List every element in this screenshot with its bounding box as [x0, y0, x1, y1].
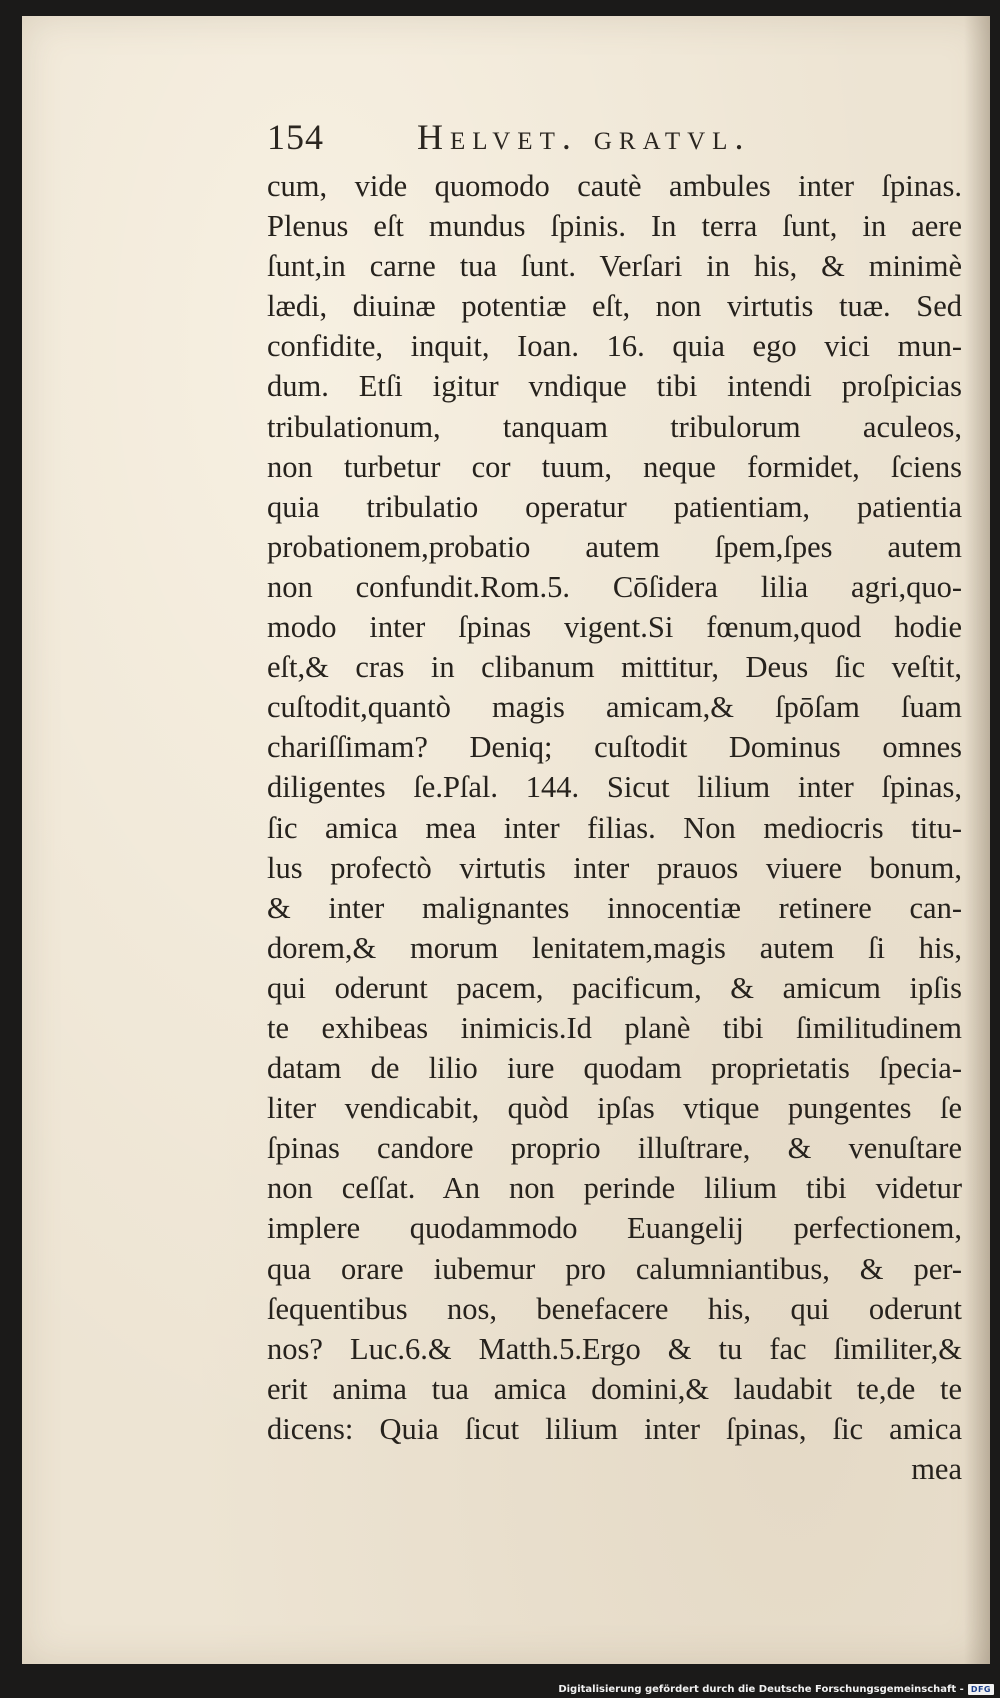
text-line: lædi, diuinæ potentiæ eſt, non virtutis tuæ. Sed [267, 289, 962, 324]
text-line: modo inter ſpinas vigent.Si fœnum,quod hodie [267, 610, 962, 645]
text-line: ſpinas candore proprio illuſtrare, & venuſtare [267, 1131, 962, 1166]
page-number: 154 [267, 117, 324, 157]
text-line: qui oderunt pacem, pacificum, & amicum ipſis [267, 970, 962, 1005]
body-text [267, 166, 962, 1489]
text-line: qua orare iubemur pro calumniantibus, & per- [267, 1251, 962, 1286]
text-line: & inter malignantes innocentiæ retinere can- [267, 890, 962, 925]
text-line: te exhibeas inimicis.Id planè tibi ſimilitudinem [267, 1010, 962, 1045]
text-line: dum. Etſi igitur vndique tibi intendi proſpicias [267, 369, 962, 404]
text-line: non turbetur cor tuum, neque formidet, ſciens [267, 449, 962, 484]
text-line: dicens: Quia ſicut lilium inter ſpinas, ſic amica [267, 1411, 962, 1446]
text-line: quia tribulatio operatur patientiam, patientia [267, 489, 962, 524]
text-line: eſt,& cras in clibanum mittitur, Deus ſic veſtit, [267, 650, 962, 685]
text-line: non ceſſat. An non perinde lilium tibi videtur [267, 1171, 962, 1206]
book-page [22, 16, 990, 1664]
text-line: ſunt,in carne tua ſunt. Verſari in his, & minimè [267, 249, 962, 284]
text-line: implere quodammodo Euangelij perfectionem, [267, 1211, 962, 1246]
dfg-logo: DFG [968, 1684, 994, 1695]
text-line: datam de lilio iure quodam proprietatis ſpecia- [267, 1051, 962, 1086]
digitization-credit [558, 1684, 994, 1695]
page-edge-shadow [964, 16, 990, 1664]
text-line: confidite, inquit, Ioan. 16. quia ego vici mun- [267, 329, 962, 364]
text-line: cuſtodit,quantò magis amicam,& ſpōſam ſuam [267, 690, 962, 725]
text-line: nos? Luc.6.& Matth.5.Ergo & tu fac ſimiliter,& [267, 1331, 962, 1366]
text-line: probationem,probatio autem ſpem,ſpes autem [267, 529, 962, 564]
running-title: Helvet. gratvl. [417, 117, 751, 157]
text-line: liter vendicabit, quòd ipſas vtique pungentes ſe [267, 1091, 962, 1126]
text-line: lus profectò virtutis inter prauos viuere bonum, [267, 850, 962, 885]
text-line: chariſſimam? Deniq; cuſtodit Dominus omnes [267, 730, 962, 765]
text-line: diligentes ſe.Pſal. 144. Sicut lilium inter ſpinas, [267, 770, 962, 805]
running-head [267, 116, 827, 162]
text-line: ſequentibus nos, benefacere his, qui oderunt [267, 1291, 962, 1326]
text-line: ſic amica mea inter filias. Non mediocris titu- [267, 810, 962, 845]
text-line: tribulationum, tanquam tribulorum aculeos, [267, 409, 962, 444]
text-line: erit anima tua amica domini,& laudabit te,de te [267, 1371, 962, 1406]
credit-text: Digitalisierung gefördert durch die Deutsche Forschungsgemeinschaft - [558, 1684, 964, 1695]
text-line: Plenus eſt mundus ſpinis. In terra ſunt, in aere [267, 209, 962, 244]
text-line: cum, vide quomodo cautè ambules inter ſpinas. [267, 169, 962, 203]
catchword: mea [911, 1452, 962, 1486]
text-line: non confundit.Rom.5. Cōſidera lilia agri,quo- [267, 569, 962, 604]
text-line: dorem,& morum lenitatem,magis autem ſi his, [267, 930, 962, 965]
